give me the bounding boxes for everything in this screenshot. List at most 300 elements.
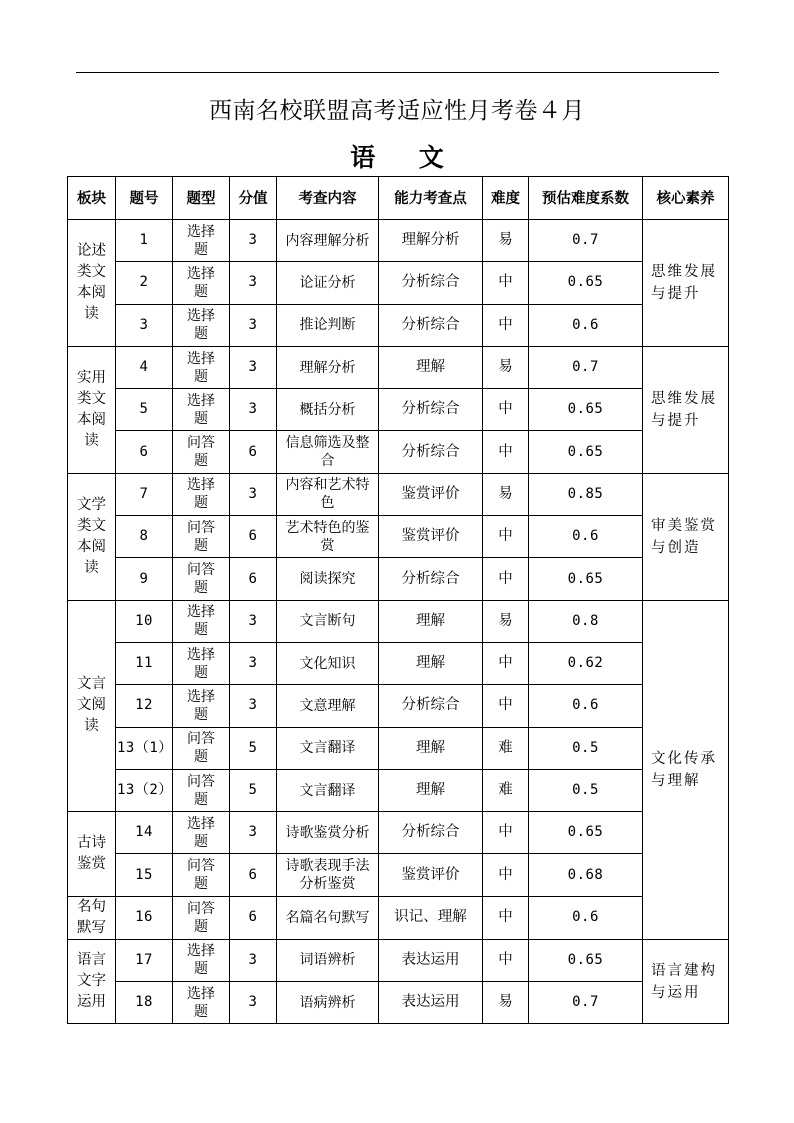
subject-char-2: 文 [418,143,444,172]
cell-no [116,516,173,558]
cell-difficulty [483,516,529,558]
cell-content-text: 信息筛选及整合 [285,435,370,470]
cell-coef-text: 0.7 [572,232,599,249]
cell-ability [379,220,483,262]
cell-ability [379,939,483,981]
cell-ability [379,389,483,431]
cell-score [230,812,277,854]
column-header: 题型 [173,177,230,220]
cell-section-text: 语言文字运用 [77,952,106,1011]
cell-type-text: 选择题 [187,815,215,850]
table-row [68,982,729,1024]
cell-no [116,896,173,939]
cell-content [277,220,379,262]
cell-difficulty-text: 中 [498,909,513,926]
cell-no-text: 17 [135,951,153,968]
cell-ability-text: 鉴赏评价 [401,528,460,545]
cell-core-text: 审美鉴赏与创造 [651,517,717,556]
cell-content-text: 文化知识 [299,655,356,672]
cell-coef [529,854,643,896]
cell-section-text: 古诗鉴赏 [77,834,106,872]
cell-content [277,516,379,558]
cell-no-text: 1 [139,232,149,249]
cell-difficulty-text: 中 [498,570,513,587]
column-header: 题号 [116,177,173,220]
cell-no [116,389,173,431]
cell-core [643,473,729,600]
cell-ability-text: 理解 [416,739,445,756]
cell-coef [529,600,643,642]
cell-coef [529,982,643,1024]
cell-ability [379,769,483,811]
cell-content-text: 名篇名句默写 [285,909,370,926]
cell-ability [379,304,483,346]
cell-coef-text: 0.65 [567,824,604,841]
cell-score [230,896,277,939]
cell-type [173,516,230,558]
cell-difficulty-text: 中 [498,866,513,883]
table-row [68,812,729,854]
cell-no [116,473,173,515]
cell-difficulty [483,939,529,981]
cell-ability-text: 分析综合 [401,316,460,333]
cell-difficulty-text: 易 [498,994,513,1011]
cell-ability-text: 分析综合 [401,401,460,418]
cell-type [173,262,230,304]
cell-type-text: 问答题 [187,731,215,766]
cell-no [116,812,173,854]
cell-content [277,812,379,854]
cell-no-text: 10 [135,612,153,629]
cell-score-text: 5 [248,739,258,756]
cell-content-text: 推论判断 [299,317,356,334]
cell-score [230,346,277,388]
cell-ability-text: 鉴赏评价 [401,866,460,883]
cell-content-text: 文意理解 [299,697,356,714]
cell-coef-text: 0.7 [572,994,599,1011]
cell-content [277,769,379,811]
cell-ability [379,642,483,684]
cell-difficulty-text: 中 [498,655,513,672]
cell-ability-text: 分析综合 [401,697,460,714]
top-rule [76,72,719,73]
cell-content [277,389,379,431]
cell-difficulty-text: 难 [498,782,513,798]
cell-coef [529,558,643,600]
cell-content [277,982,379,1024]
cell-coef-text: 0.68 [567,866,604,883]
cell-coef-text: 0.6 [572,697,599,714]
cell-coef [529,346,643,388]
cell-ability-text: 理解分析 [401,232,460,249]
cell-content-text: 内容和艺术特色 [285,477,370,512]
cell-no-text: 4 [139,359,149,376]
cell-coef [529,642,643,684]
cell-no-text: 18 [135,994,153,1011]
cell-score [230,685,277,727]
cell-content-text: 内容理解分析 [285,232,370,249]
cell-coef [529,769,643,811]
cell-difficulty-text: 中 [498,316,513,333]
cell-type [173,346,230,388]
cell-content-text: 阅读探究 [299,571,356,588]
cell-coef-text: 0.6 [572,528,599,545]
cell-coef-text: 0.65 [567,443,604,460]
cell-content-text: 诗歌表现手法分析鉴赏 [285,858,370,893]
cell-type-text: 问答题 [187,900,215,935]
cell-type [173,939,230,981]
cell-core-text: 思维发展与提升 [651,263,717,302]
cell-coef-text: 0.7 [572,359,599,376]
cell-coef-text: 0.6 [572,909,599,926]
table-row [68,262,729,304]
table-row [68,685,729,727]
cell-type-text: 选择题 [187,308,215,343]
cell-score-text: 3 [248,824,258,841]
cell-no-text: 11 [135,655,153,672]
table-row [68,896,729,939]
cell-type-text: 选择题 [187,943,215,978]
cell-no-text: 9 [139,570,149,587]
cell-difficulty [483,558,529,600]
cell-no [116,642,173,684]
cell-coef [529,262,643,304]
cell-score [230,262,277,304]
cell-score-text: 3 [248,612,258,629]
cell-content-text: 文言翻译 [299,740,356,757]
subject-heading [0,138,794,174]
cell-content [277,727,379,769]
cell-difficulty [483,473,529,515]
cell-score [230,642,277,684]
cell-ability-text: 表达运用 [401,994,460,1011]
cell-coef-text: 0.65 [567,570,604,587]
cell-content [277,473,379,515]
cell-score [230,220,277,262]
cell-no [116,982,173,1024]
cell-difficulty-text: 中 [498,443,513,460]
cell-ability [379,982,483,1024]
cell-difficulty-text: 难 [498,739,513,756]
cell-content-text: 概括分析 [299,401,356,418]
cell-type [173,220,230,262]
cell-ability [379,727,483,769]
cell-coef [529,812,643,854]
cell-difficulty-text: 中 [498,274,513,291]
table-row [68,473,729,515]
cell-coef [529,431,643,473]
cell-section-text: 文言文阅读 [77,676,106,735]
cell-type-text: 选择题 [187,223,215,258]
cell-content-text: 文言断句 [299,613,356,630]
cell-coef-text: 0.6 [572,316,599,333]
cell-difficulty-text: 中 [498,951,513,968]
cell-ability-text: 分析综合 [401,443,460,460]
table-row [68,220,729,262]
cell-no-text: 14 [135,824,153,841]
cell-content [277,685,379,727]
cell-type-text: 选择题 [187,646,215,681]
cell-no [116,939,173,981]
cell-difficulty-text: 中 [498,528,513,545]
cell-core-text: 思维发展与提升 [651,390,717,429]
cell-content-text: 诗歌鉴赏分析 [285,824,370,841]
cell-content [277,642,379,684]
cell-ability [379,431,483,473]
cell-difficulty [483,769,529,811]
cell-score [230,473,277,515]
cell-difficulty [483,220,529,262]
table-row [68,431,729,473]
cell-no-text: 8 [139,528,149,545]
cell-section-text: 论述类文本阅读 [77,242,106,322]
cell-coef-text: 0.85 [567,485,604,502]
cell-no [116,262,173,304]
cell-score [230,516,277,558]
table-row [68,854,729,896]
table-row [68,389,729,431]
cell-difficulty-text: 易 [498,485,513,502]
cell-section [68,600,116,811]
cell-type-text: 问答题 [187,562,215,597]
cell-coef-text: 0.5 [572,739,599,756]
cell-score-text: 6 [248,570,258,587]
cell-score-text: 3 [248,655,258,672]
cell-section [68,939,116,1024]
table-row [68,346,729,388]
cell-section-text: 文学类文本阅读 [77,496,106,576]
cell-content [277,346,379,388]
cell-score-text: 6 [248,528,258,545]
cell-score-text: 3 [248,951,258,968]
cell-difficulty [483,600,529,642]
cell-ability [379,346,483,388]
cell-no [116,769,173,811]
cell-score-text: 6 [248,909,258,926]
cell-ability-text: 理解 [416,655,445,672]
cell-coef [529,939,643,981]
cell-no-text: 16 [135,909,153,926]
cell-coef-text: 0.5 [572,782,599,798]
table-row [68,727,729,769]
document-title: 西南名校联盟高考适应性月考卷４月 [209,98,585,124]
cell-type [173,600,230,642]
column-header: 考查内容 [277,177,379,220]
cell-core [643,346,729,473]
cell-difficulty-text: 中 [498,401,513,418]
table-body [68,220,729,1024]
cell-coef [529,727,643,769]
cell-type [173,431,230,473]
cell-content-text: 艺术特色的鉴赏 [285,519,370,554]
cell-coef [529,220,643,262]
cell-coef [529,896,643,939]
cell-difficulty [483,854,529,896]
cell-content [277,558,379,600]
cell-coef-text: 0.65 [567,401,604,418]
cell-content-text: 语病辨析 [299,994,356,1011]
cell-no-text: 7 [139,485,149,502]
table-row [68,600,729,642]
cell-no [116,685,173,727]
cell-content-text: 理解分析 [299,359,356,376]
cell-content [277,304,379,346]
cell-type-text: 选择题 [187,477,215,512]
cell-content [277,854,379,896]
subject-char-1: 语 [350,143,376,172]
cell-ability [379,896,483,939]
cell-difficulty [483,812,529,854]
cell-coef [529,516,643,558]
cell-ability [379,812,483,854]
cell-core-text: 文化传承与理解 [651,750,717,789]
cell-type [173,642,230,684]
table-row [68,642,729,684]
cell-ability-text: 理解 [416,612,445,629]
cell-content-text: 文言翻译 [299,782,356,799]
cell-section-text: 名句默写 [77,898,106,936]
cell-no-text: 15 [135,866,153,883]
cell-type-text: 选择题 [187,392,215,427]
column-header: 核心素养 [643,177,729,220]
cell-content [277,896,379,939]
cell-no-text: 5 [139,401,149,418]
cell-type-text: 问答题 [187,858,215,893]
cell-type [173,304,230,346]
cell-type [173,769,230,811]
cell-no-text: 12 [135,697,153,714]
cell-no-text: 13（1） [117,739,173,756]
cell-content [277,600,379,642]
cell-type [173,389,230,431]
cell-difficulty-text: 中 [498,697,513,714]
cell-score [230,304,277,346]
cell-coef-text: 0.62 [567,655,604,672]
cell-type [173,558,230,600]
cell-content [277,431,379,473]
cell-type-text: 选择题 [187,688,215,723]
cell-score-text: 6 [248,866,258,883]
cell-content [277,262,379,304]
cell-no [116,600,173,642]
cell-type-text: 选择题 [187,350,215,385]
cell-no [116,304,173,346]
cell-section-text: 实用类文本阅读 [77,369,106,449]
cell-content [277,939,379,981]
cell-score-text: 5 [248,782,258,798]
cell-score [230,982,277,1024]
cell-coef-text: 0.8 [572,612,599,629]
cell-type [173,812,230,854]
cell-content-text: 词语辨析 [299,952,356,969]
cell-difficulty [483,685,529,727]
cell-difficulty [483,389,529,431]
cell-core-text: 语言建构与运用 [651,962,717,1001]
cell-ability [379,558,483,600]
cell-type-text: 选择题 [187,985,215,1020]
cell-no [116,431,173,473]
cell-section [68,812,116,897]
cell-difficulty [483,896,529,939]
cell-difficulty [483,262,529,304]
cell-ability [379,262,483,304]
cell-difficulty-text: 易 [498,612,513,629]
cell-score [230,389,277,431]
cell-type [173,685,230,727]
cell-coef-text: 0.65 [567,951,604,968]
cell-no-text: 3 [139,316,149,333]
cell-ability-text: 理解 [416,782,445,798]
cell-difficulty [483,642,529,684]
cell-core [643,220,729,347]
cell-score-text: 6 [248,443,258,460]
cell-score [230,558,277,600]
cell-coef [529,304,643,346]
cell-ability [379,685,483,727]
exam-spec-table [67,176,729,1024]
cell-no-text: 13（2） [117,782,173,798]
cell-type [173,473,230,515]
cell-difficulty-text: 中 [498,824,513,841]
cell-score [230,939,277,981]
cell-score [230,769,277,811]
table-header-row [68,177,729,220]
table-row [68,769,729,811]
cell-no [116,220,173,262]
cell-coef [529,389,643,431]
cell-difficulty [483,982,529,1024]
cell-core [643,600,729,939]
cell-type [173,854,230,896]
cell-score-text: 3 [248,274,258,291]
cell-ability-text: 表达运用 [401,951,460,968]
cell-ability [379,854,483,896]
cell-score-text: 3 [248,401,258,418]
cell-no-text: 2 [139,274,149,291]
cell-score-text: 3 [248,485,258,502]
cell-type-text: 问答题 [187,435,215,470]
cell-core [643,939,729,1024]
cell-score [230,727,277,769]
cell-type [173,982,230,1024]
column-header: 板块 [68,177,116,220]
cell-ability [379,473,483,515]
cell-difficulty [483,727,529,769]
cell-score-text: 3 [248,316,258,333]
cell-ability-text: 分析综合 [401,274,460,291]
cell-difficulty [483,304,529,346]
cell-ability-text: 分析综合 [401,824,460,841]
cell-section [68,346,116,473]
cell-score-text: 3 [248,232,258,249]
cell-no-text: 6 [139,443,149,460]
cell-score-text: 3 [248,697,258,714]
cell-type [173,896,230,939]
table-row [68,516,729,558]
cell-score-text: 3 [248,994,258,1011]
cell-type-text: 问答题 [187,773,215,808]
cell-ability [379,600,483,642]
column-header: 难度 [483,177,529,220]
cell-score [230,854,277,896]
cell-ability-text: 识记、理解 [394,909,467,926]
cell-no [116,346,173,388]
cell-difficulty [483,431,529,473]
cell-type [173,727,230,769]
cell-section [68,220,116,347]
cell-ability-text: 理解 [416,359,445,376]
cell-type-text: 选择题 [187,604,215,639]
